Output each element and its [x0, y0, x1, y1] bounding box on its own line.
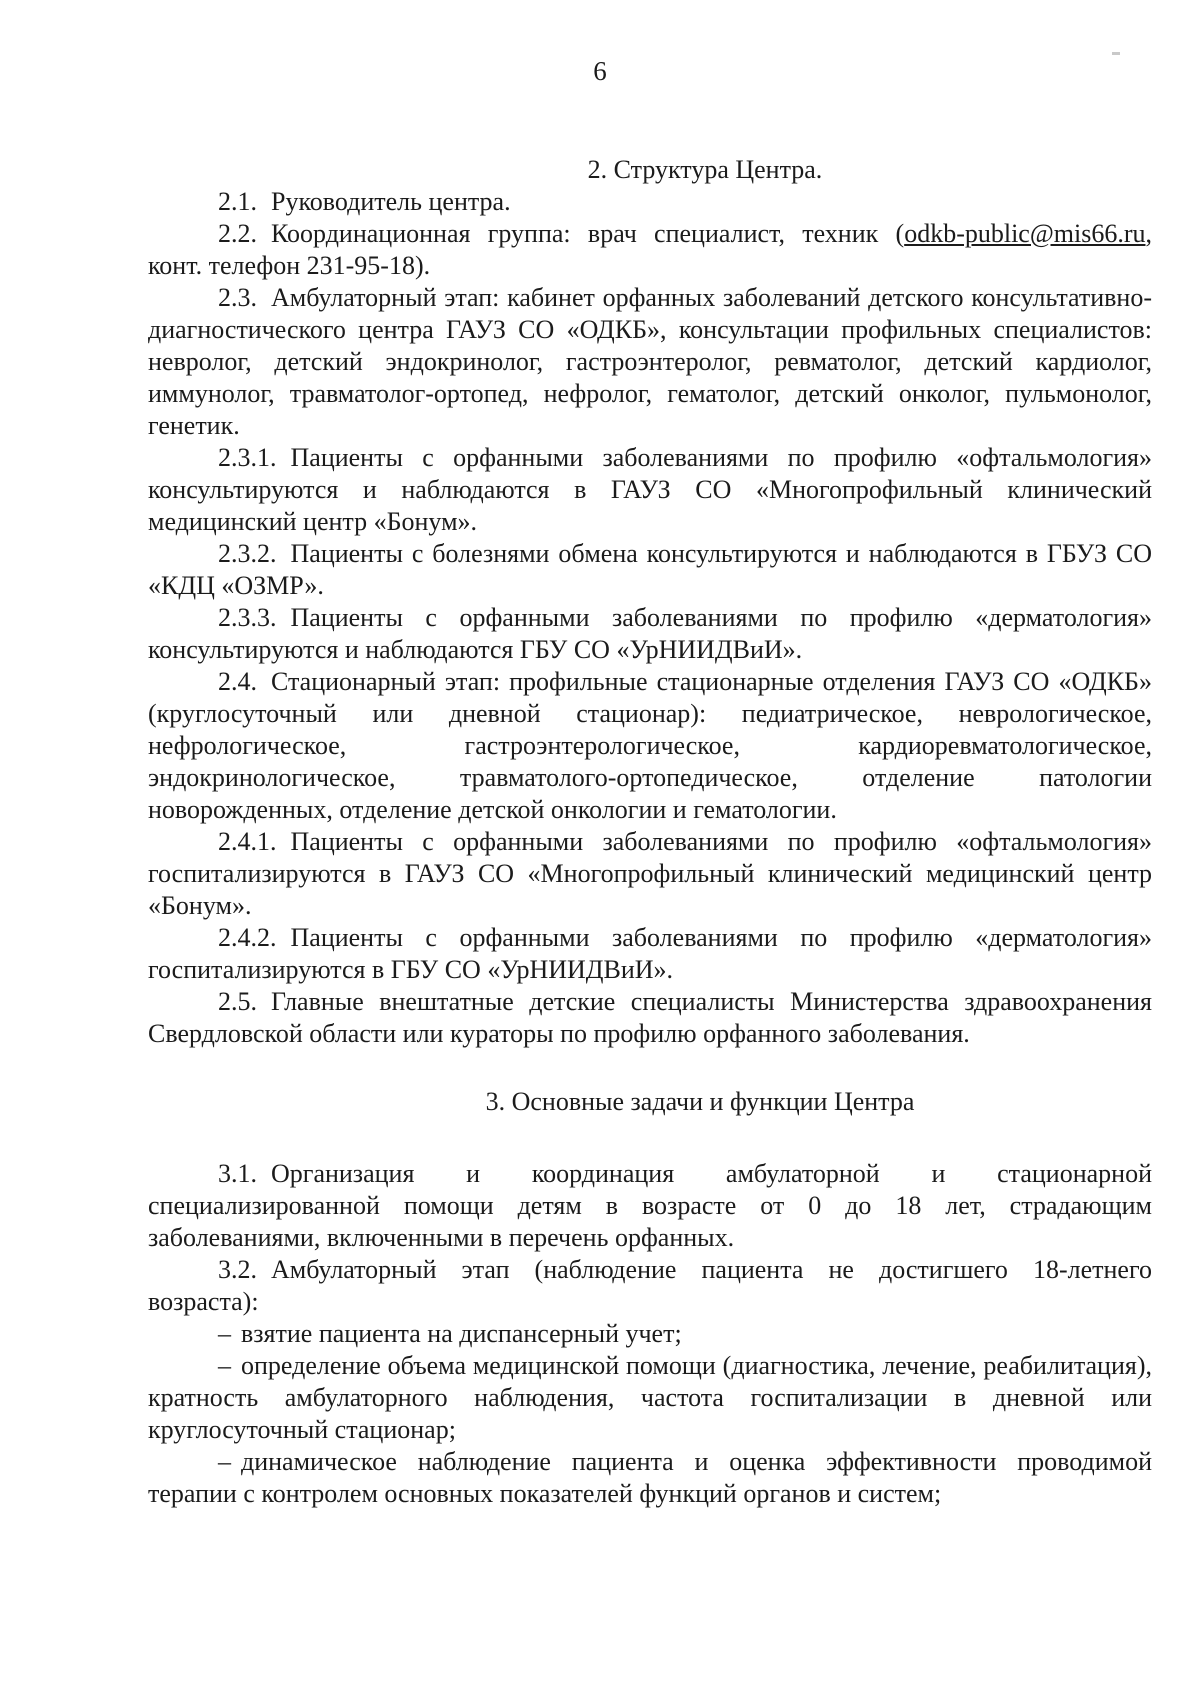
paragraph-text: Пациенты с орфанными заболеваниями по профилю «дерматология» госпитализируются в ГБУ СО «УрНИИДВиИ».: [148, 923, 1152, 984]
paragraph-3-2: [148, 1254, 1152, 1318]
paragraph-text: Пациенты с орфанными заболеваниями по профилю «дерматология» консультируются и наблюдаются ГБУ СО «УрНИИДВиИ».: [148, 603, 1152, 664]
paragraph-2-4-2: [148, 922, 1152, 986]
paragraph-text: Руководитель центра.: [271, 187, 511, 216]
list-item: [148, 1350, 1152, 1446]
paragraph-2-4-1: [148, 826, 1152, 922]
paragraph-text: Пациенты с орфанными заболеваниями по профилю «офтальмология» консультируются и наблюдаются в ГАУЗ СО «Многопрофильный клинический медицинский центр «Бонум».: [148, 443, 1152, 536]
section-3-heading: 3. Основные задачи и функции Центра: [485, 1087, 915, 1116]
list-item-text: динамическое наблюдение пациента и оценка эффективности проводимой терапии с контролем основных показателей функций органов и систем;: [148, 1447, 1152, 1508]
paragraph-number: 2.2.: [218, 219, 257, 248]
paragraph-number: 2.3.1.: [218, 443, 277, 472]
paragraph-2-5: [148, 986, 1152, 1050]
list-item-text: определение объема медицинской помощи (диагностика, лечение, реабилитация), кратность амбулаторного наблюдения, частота госпитализации в дневной или круглосуточный стационар;: [148, 1351, 1152, 1444]
section-2-heading: 2. Структура Центра.: [587, 155, 823, 184]
paragraph-number: 2.5.: [218, 987, 257, 1016]
paragraph-2-3: [148, 282, 1152, 442]
list-item: [148, 1318, 1152, 1350]
paragraph-2-3-1: [148, 442, 1152, 538]
paragraph-text: Координационная группа: врач специалист, техник (: [271, 219, 905, 248]
paragraph-2-3-2: [148, 538, 1152, 602]
paragraph-number: 2.3.2.: [218, 539, 277, 568]
paragraph-number: 2.4.1.: [218, 827, 277, 856]
dash-bullet: –: [218, 1351, 231, 1380]
paragraph-number: 3.2.: [218, 1255, 257, 1284]
paragraph-text: Амбулаторный этап: кабинет орфанных заболеваний детского консультативно-диагностического центра ГАУЗ СО «ОДКБ», консультации профильных специалистов: невролог, детский эндокринолог, гастроэнтеролог, ревматолог, детский кардиолог, иммунолог, травматолог-ортопед, нефролог, гематолог, детский онколог, пульмонолог, генетик.: [148, 283, 1152, 440]
paragraph-text: Главные внештатные детские специалисты Министерства здравоохранения Свердловской области или кураторы по профилю орфанного заболевания.: [148, 987, 1152, 1048]
paragraph-number: 3.1.: [218, 1159, 257, 1188]
paragraph-number: 2.3.3.: [218, 603, 277, 632]
paragraph-text: Амбулаторный этап (наблюдение пациента не достигшего 18-летнего возраста):: [148, 1255, 1152, 1316]
paragraph-text: Стационарный этап: профильные стационарные отделения ГАУЗ СО «ОДКБ» (круглосуточный или дневной стационар): педиатрическое, неврологическое, нефрологическое, гастроэнтерологическое, кардиоревматологическое, эндокринологическое, травматолого-ортопедическое, отделение патологии новорожденных, отделение детской онкологии и гематологии.: [148, 667, 1152, 824]
dash-bullet: –: [218, 1447, 231, 1476]
email-link[interactable]: odkb-public@mis66.ru: [904, 219, 1146, 248]
paragraph-2-2: [148, 218, 1152, 282]
paragraph-number: 2.3.: [218, 283, 257, 312]
paragraph-2-4: [148, 666, 1152, 826]
paragraph-2-1: [148, 186, 1152, 218]
document-body: [148, 150, 1152, 1510]
paragraph-text-after: , конт. телефон 231-95-18).: [148, 219, 1152, 280]
scan-artifact: [1112, 52, 1120, 55]
paragraph-3-1: [148, 1158, 1152, 1254]
dash-bullet: –: [218, 1319, 231, 1348]
paragraph-text: Организация и координация амбулаторной и стационарной специализированной помощи детям в возрасте от 0 до 18 лет, страдающим заболеваниями, включенными в перечень орфанных.: [148, 1159, 1152, 1252]
paragraph-text: Пациенты с орфанными заболеваниями по профилю «офтальмология» госпитализируются в ГАУЗ СО «Многопрофильный клинический медицинский центр «Бонум».: [148, 827, 1152, 920]
paragraph-2-3-3: [148, 602, 1152, 666]
paragraph-text: Пациенты с болезнями обмена консультируются и наблюдаются в ГБУЗ СО «КДЦ «ОЗМР».: [148, 539, 1152, 600]
list-item: [148, 1446, 1152, 1510]
paragraph-number: 2.4.: [218, 667, 257, 696]
list-item-text: взятие пациента на диспансерный учет;: [241, 1319, 682, 1348]
page-number: 6: [593, 56, 607, 86]
paragraph-number: 2.4.2.: [218, 923, 277, 952]
paragraph-number: 2.1.: [218, 187, 257, 216]
